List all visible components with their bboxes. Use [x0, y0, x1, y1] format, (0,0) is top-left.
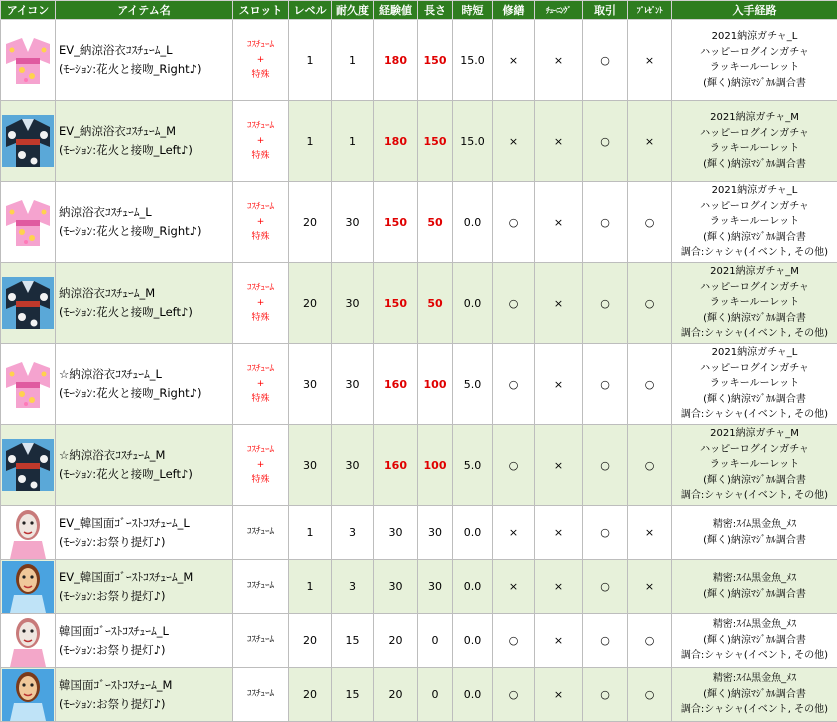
slot-special: 特殊	[251, 151, 269, 161]
slot-cell	[233, 614, 289, 668]
item-motion: (ﾓｰｼｮﾝ:花火と接吻_Left♪)	[59, 141, 232, 160]
item-name: ☆納涼浴衣ｺｽﾁｭｰﾑ_L	[59, 365, 232, 384]
item-name-cell	[56, 668, 233, 722]
item-motion: (ﾓｰｼｮﾝ:お祭り提灯♪)	[59, 587, 232, 606]
route-line: (輝く)納涼ﾏｼﾞｶﾙ調合書	[672, 473, 837, 489]
present-cell: ×	[628, 20, 672, 101]
item-motion: (ﾓｰｼｮﾝ:花火と接吻_Left♪)	[59, 465, 232, 484]
present-cell: ○	[628, 668, 672, 722]
header-item-name: アイテム名	[56, 1, 233, 20]
icon-cell	[1, 425, 56, 506]
item-name: 納涼浴衣ｺｽﾁｭｰﾑ_L	[59, 203, 232, 222]
length-cell: 50	[418, 263, 453, 344]
route-line: (輝く)納涼ﾏｼﾞｶﾙ調合書	[672, 392, 837, 408]
slot-costume: ｺｽﾁｭｰﾑ	[247, 445, 274, 455]
route-line: 2021納涼ガチャ_L	[672, 183, 837, 199]
length-cell: 0	[418, 668, 453, 722]
table-row	[1, 560, 837, 614]
icon-cell	[1, 560, 56, 614]
route-line: 調合:シャシャ(イベント, その他)	[672, 488, 837, 504]
item-name: ☆納涼浴衣ｺｽﾁｭｰﾑ_M	[59, 446, 232, 465]
route-line: ラッキールーレット	[672, 376, 837, 392]
yukata-pink-icon	[2, 196, 54, 248]
level-cell: 1	[289, 101, 332, 182]
exp-cell: 160	[374, 425, 418, 506]
length-cell: 0	[418, 614, 453, 668]
exp-cell: 20	[374, 668, 418, 722]
exp-cell: 30	[374, 506, 418, 560]
repair-cell: ○	[493, 182, 535, 263]
route-line: (輝く)納涼ﾏｼﾞｶﾙ調合書	[672, 587, 837, 603]
route-cell	[672, 425, 837, 506]
durability-cell: 3	[332, 560, 374, 614]
slot-special: 特殊	[251, 313, 269, 323]
item-name: EV_韓国面ｺﾞｰｽﾄｺｽﾁｭｰﾑ_L	[59, 514, 232, 533]
slot-special: 特殊	[251, 232, 269, 242]
ghost-mask-pink-icon	[2, 507, 54, 559]
yukata-dark-icon	[2, 439, 54, 491]
length-cell: 50	[418, 182, 453, 263]
icon-cell	[1, 668, 56, 722]
repair-cell: ○	[493, 344, 535, 425]
present-cell: ○	[628, 263, 672, 344]
timeshort-cell: 0.0	[453, 560, 493, 614]
table-row	[1, 506, 837, 560]
header-trade: 取引	[583, 1, 628, 20]
level-cell: 30	[289, 344, 332, 425]
repair-cell: ×	[493, 506, 535, 560]
slot-costume: ｺｽﾁｭｰﾑ	[247, 121, 274, 131]
repair-cell: ○	[493, 263, 535, 344]
present-cell: ○	[628, 344, 672, 425]
item-motion: (ﾓｰｼｮﾝ:お祭り提灯♪)	[59, 533, 232, 552]
route-line: ハッピーログインガチャ	[672, 442, 837, 458]
header-repair: 修繕	[493, 1, 535, 20]
slot-plus: +	[257, 460, 265, 470]
slot-costume: ｺｽﾁｭｰﾑ	[247, 283, 274, 293]
table-header-row	[1, 1, 837, 20]
slot-cell	[233, 506, 289, 560]
durability-cell: 30	[332, 425, 374, 506]
item-motion: (ﾓｰｼｮﾝ:花火と接吻_Right♪)	[59, 60, 232, 79]
tuning-cell: ×	[535, 425, 583, 506]
slot-plus: +	[257, 217, 265, 227]
level-cell: 20	[289, 182, 332, 263]
icon-cell	[1, 263, 56, 344]
repair-cell: ×	[493, 20, 535, 101]
timeshort-cell: 15.0	[453, 101, 493, 182]
timeshort-cell: 0.0	[453, 263, 493, 344]
route-line: ハッピーログインガチャ	[672, 45, 837, 61]
exp-cell: 20	[374, 614, 418, 668]
tuning-cell: ×	[535, 344, 583, 425]
table-row	[1, 668, 837, 722]
icon-cell	[1, 614, 56, 668]
repair-cell: ○	[493, 614, 535, 668]
slot-plus: +	[257, 298, 265, 308]
trade-cell: ○	[583, 506, 628, 560]
slot-costume: ｺｽﾁｭｰﾑ	[247, 202, 274, 212]
route-cell	[672, 668, 837, 722]
route-cell	[672, 560, 837, 614]
durability-cell: 30	[332, 182, 374, 263]
route-line: 調合:シャシャ(イベント, その他)	[672, 245, 837, 261]
item-name-cell	[56, 344, 233, 425]
level-cell: 30	[289, 425, 332, 506]
route-line: 調合:シャシャ(イベント, その他)	[672, 326, 837, 342]
item-motion: (ﾓｰｼｮﾝ:花火と接吻_Right♪)	[59, 384, 232, 403]
slot-cell	[233, 668, 289, 722]
repair-cell: ○	[493, 425, 535, 506]
repair-cell: ○	[493, 668, 535, 722]
timeshort-cell: 5.0	[453, 425, 493, 506]
route-line: 2021納涼ガチャ_L	[672, 345, 837, 361]
ghost-mask-pink-icon	[2, 615, 54, 667]
slot-costume: ｺｽﾁｭｰﾑ	[247, 40, 274, 50]
table-row	[1, 614, 837, 668]
item-name-cell	[56, 182, 233, 263]
slot-costume: ｺｽﾁｭｰﾑ	[247, 364, 274, 374]
ghost-mask-blue-icon	[2, 561, 54, 613]
route-line: 精密:ｽｲﾑ黒金魚_ﾒｽ	[672, 571, 837, 587]
trade-cell: ○	[583, 182, 628, 263]
table-row	[1, 344, 837, 425]
durability-cell: 30	[332, 263, 374, 344]
trade-cell: ○	[583, 668, 628, 722]
header-timeshort: 時短	[453, 1, 493, 20]
length-cell: 100	[418, 425, 453, 506]
item-name: EV_韓国面ｺﾞｰｽﾄｺｽﾁｭｰﾑ_M	[59, 568, 232, 587]
route-line: ラッキールーレット	[672, 295, 837, 311]
route-line: (輝く)納涼ﾏｼﾞｶﾙ調合書	[672, 533, 837, 549]
trade-cell: ○	[583, 263, 628, 344]
item-name-cell	[56, 263, 233, 344]
yukata-pink-icon	[2, 34, 54, 86]
item-name-cell	[56, 425, 233, 506]
route-line: 2021納涼ガチャ_L	[672, 29, 837, 45]
tuning-cell: ×	[535, 506, 583, 560]
route-line: (輝く)納涼ﾏｼﾞｶﾙ調合書	[672, 157, 837, 173]
trade-cell: ○	[583, 560, 628, 614]
level-cell: 20	[289, 614, 332, 668]
route-line: ラッキールーレット	[672, 60, 837, 76]
table-row	[1, 20, 837, 101]
slot-special: 特殊	[251, 70, 269, 80]
slot-cell	[233, 263, 289, 344]
yukata-dark-icon	[2, 277, 54, 329]
header-tuning: ﾁｭｰﾆﾝｸﾞ	[535, 1, 583, 20]
length-cell: 100	[418, 344, 453, 425]
tuning-cell: ×	[535, 20, 583, 101]
header-route: 入手経路	[672, 1, 837, 20]
level-cell: 1	[289, 506, 332, 560]
yukata-dark-icon	[2, 115, 54, 167]
durability-cell: 30	[332, 344, 374, 425]
route-line: ラッキールーレット	[672, 141, 837, 157]
slot-costume: ｺｽﾁｭｰﾑ	[247, 527, 274, 537]
item-name: EV_納涼浴衣ｺｽﾁｭｰﾑ_L	[59, 41, 232, 60]
route-line: ラッキールーレット	[672, 457, 837, 473]
slot-costume: ｺｽﾁｭｰﾑ	[247, 635, 274, 645]
durability-cell: 15	[332, 614, 374, 668]
repair-cell: ×	[493, 560, 535, 614]
tuning-cell: ×	[535, 263, 583, 344]
route-line: 2021納涼ガチャ_M	[672, 426, 837, 442]
route-line: ハッピーログインガチャ	[672, 280, 837, 296]
route-line: 精密:ｽｲﾑ黒金魚_ﾒｽ	[672, 517, 837, 533]
present-cell: ×	[628, 101, 672, 182]
slot-plus: +	[257, 379, 265, 389]
slot-cell	[233, 101, 289, 182]
icon-cell	[1, 506, 56, 560]
route-line: ラッキールーレット	[672, 214, 837, 230]
trade-cell: ○	[583, 614, 628, 668]
table-row	[1, 425, 837, 506]
tuning-cell: ×	[535, 668, 583, 722]
table-row	[1, 263, 837, 344]
present-cell: ○	[628, 425, 672, 506]
present-cell: ○	[628, 614, 672, 668]
durability-cell: 3	[332, 506, 374, 560]
timeshort-cell: 0.0	[453, 182, 493, 263]
slot-costume: ｺｽﾁｭｰﾑ	[247, 689, 274, 699]
header-exp: 経験値	[374, 1, 418, 20]
route-line: 調合:シャシャ(イベント, その他)	[672, 407, 837, 423]
item-motion: (ﾓｰｼｮﾝ:お祭り提灯♪)	[59, 695, 232, 714]
route-line: ハッピーログインガチャ	[672, 361, 837, 377]
slot-special: 特殊	[251, 394, 269, 404]
timeshort-cell: 15.0	[453, 20, 493, 101]
level-cell: 20	[289, 668, 332, 722]
item-motion: (ﾓｰｼｮﾝ:お祭り提灯♪)	[59, 641, 232, 660]
timeshort-cell: 0.0	[453, 668, 493, 722]
item-name: 韓国面ｺﾞｰｽﾄｺｽﾁｭｰﾑ_M	[59, 676, 232, 695]
yukata-pink-icon	[2, 358, 54, 410]
table-row	[1, 182, 837, 263]
route-line: 2021納涼ガチャ_M	[672, 110, 837, 126]
ghost-mask-blue-icon	[2, 669, 54, 721]
route-line: (輝く)納涼ﾏｼﾞｶﾙ調合書	[672, 76, 837, 92]
slot-special: 特殊	[251, 475, 269, 485]
slot-cell	[233, 560, 289, 614]
present-cell: ×	[628, 506, 672, 560]
route-line: (輝く)納涼ﾏｼﾞｶﾙ調合書	[672, 687, 837, 703]
level-cell: 1	[289, 560, 332, 614]
exp-cell: 160	[374, 344, 418, 425]
item-name-cell	[56, 20, 233, 101]
item-name-cell	[56, 614, 233, 668]
icon-cell	[1, 344, 56, 425]
route-cell	[672, 263, 837, 344]
route-line: 調合:シャシャ(イベント, その他)	[672, 648, 837, 664]
trade-cell: ○	[583, 344, 628, 425]
length-cell: 30	[418, 506, 453, 560]
route-cell	[672, 182, 837, 263]
slot-cell	[233, 425, 289, 506]
timeshort-cell: 0.0	[453, 506, 493, 560]
icon-cell	[1, 20, 56, 101]
route-cell	[672, 101, 837, 182]
exp-cell: 180	[374, 20, 418, 101]
slot-plus: +	[257, 55, 265, 65]
header-icon: アイコン	[1, 1, 56, 20]
level-cell: 1	[289, 20, 332, 101]
icon-cell	[1, 182, 56, 263]
header-durability: 耐久度	[332, 1, 374, 20]
item-name-cell	[56, 101, 233, 182]
icon-cell	[1, 101, 56, 182]
timeshort-cell: 0.0	[453, 614, 493, 668]
slot-plus: +	[257, 136, 265, 146]
trade-cell: ○	[583, 101, 628, 182]
route-cell	[672, 344, 837, 425]
route-line: ハッピーログインガチャ	[672, 126, 837, 142]
tuning-cell: ×	[535, 182, 583, 263]
length-cell: 150	[418, 20, 453, 101]
route-line: (輝く)納涼ﾏｼﾞｶﾙ調合書	[672, 311, 837, 327]
length-cell: 150	[418, 101, 453, 182]
level-cell: 20	[289, 263, 332, 344]
item-name: EV_納涼浴衣ｺｽﾁｭｰﾑ_M	[59, 122, 232, 141]
route-cell	[672, 614, 837, 668]
route-line: ハッピーログインガチャ	[672, 199, 837, 215]
durability-cell: 1	[332, 20, 374, 101]
tuning-cell: ×	[535, 101, 583, 182]
present-cell: ○	[628, 182, 672, 263]
route-line: (輝く)納涼ﾏｼﾞｶﾙ調合書	[672, 230, 837, 246]
slot-costume: ｺｽﾁｭｰﾑ	[247, 581, 274, 591]
route-line: (輝く)納涼ﾏｼﾞｶﾙ調合書	[672, 633, 837, 649]
route-line: 精密:ｽｲﾑ黒金魚_ﾒｽ	[672, 617, 837, 633]
item-name: 韓国面ｺﾞｰｽﾄｺｽﾁｭｰﾑ_L	[59, 622, 232, 641]
slot-cell	[233, 182, 289, 263]
exp-cell: 150	[374, 263, 418, 344]
exp-cell: 150	[374, 182, 418, 263]
item-motion: (ﾓｰｼｮﾝ:花火と接吻_Left♪)	[59, 303, 232, 322]
item-name: 納涼浴衣ｺｽﾁｭｰﾑ_M	[59, 284, 232, 303]
tuning-cell: ×	[535, 560, 583, 614]
trade-cell: ○	[583, 20, 628, 101]
header-length: 長さ	[418, 1, 453, 20]
trade-cell: ○	[583, 425, 628, 506]
route-line: 精密:ｽｲﾑ黒金魚_ﾒｽ	[672, 671, 837, 687]
header-present: ﾌﾟﾚｾﾞﾝﾄ	[628, 1, 672, 20]
length-cell: 30	[418, 560, 453, 614]
present-cell: ×	[628, 560, 672, 614]
item-name-cell	[56, 506, 233, 560]
route-line: 2021納涼ガチャ_M	[672, 264, 837, 280]
item-motion: (ﾓｰｼｮﾝ:花火と接吻_Right♪)	[59, 222, 232, 241]
route-cell	[672, 20, 837, 101]
item-name-cell	[56, 560, 233, 614]
slot-cell	[233, 344, 289, 425]
header-level: レベル	[289, 1, 332, 20]
tuning-cell: ×	[535, 614, 583, 668]
exp-cell: 30	[374, 560, 418, 614]
timeshort-cell: 5.0	[453, 344, 493, 425]
durability-cell: 1	[332, 101, 374, 182]
route-line: 調合:シャシャ(イベント, その他)	[672, 702, 837, 718]
route-cell	[672, 506, 837, 560]
slot-cell	[233, 20, 289, 101]
durability-cell: 15	[332, 668, 374, 722]
table-row	[1, 101, 837, 182]
exp-cell: 180	[374, 101, 418, 182]
repair-cell: ×	[493, 101, 535, 182]
header-slot: スロット	[233, 1, 289, 20]
